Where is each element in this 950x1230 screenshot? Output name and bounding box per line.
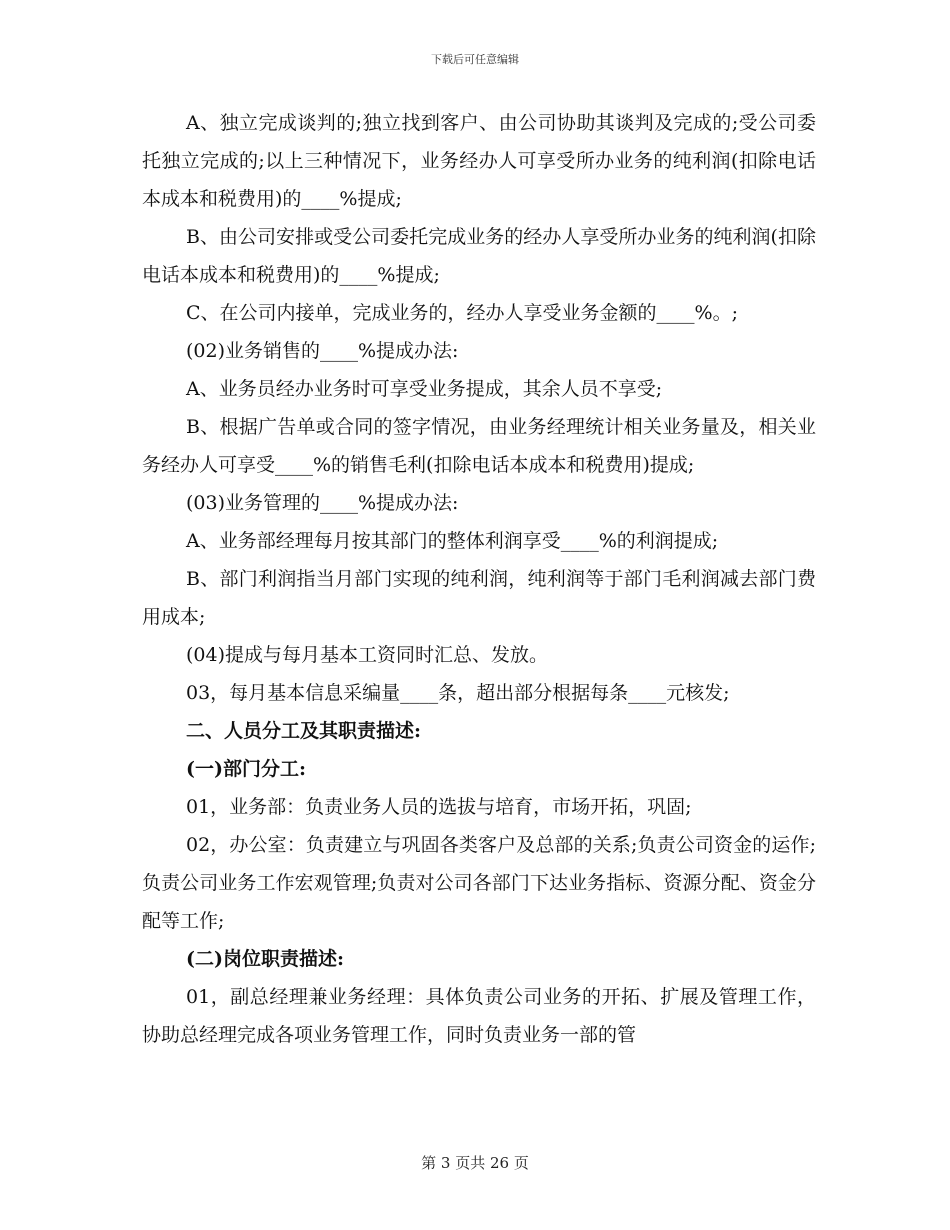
subsection-heading-department-division: (一)部门分工: [186,758,306,780]
subsection-heading-position-duties: (二)岗位职责描述: [186,948,344,970]
paragraph-info-volume: 03，每月基本信息采编量____条，超出部分根据每条____元核发; [186,682,730,704]
page-number: 第 3 页共 26 页 [421,1154,529,1172]
page-header: 下载后可任意编辑 [431,53,519,66]
document-body [142,104,816,1054]
paragraph-sales-a: A、业务员经办业务时可享受业务提成，其余人员不享受; [186,378,663,400]
paragraph-office: 02，办公室：负责建立与巩固各类客户及总部的关系;负责公司资金的运作;负责公司业务工作宏观管理;负责对公司各部门下达业务指标、资源分配、资金分配等工作; [142,834,816,932]
paragraph-management-a: A、业务部经理每月按其部门的整体利润享受____%的利润提成; [186,530,719,552]
paragraph-sales-b: B、根据广告单或合同的签字情况，由业务经理统计相关业务量及，相关业务经办人可享受____%的销售毛利(扣除电话本成本和税费用)提成; [142,416,816,476]
paragraph-business-dept: 01，业务部：负责业务人员的选拔与培育，市场开拓，巩固; [186,796,692,818]
paragraph-commission-b: B、由公司安排或受公司委托完成业务的经办人享受所办业务的纯利润(扣除电话本成本和税费用)的____%提成; [142,226,816,286]
paragraph-management-heading: (03)业务管理的____%提成办法: [186,492,459,514]
section-heading-staff-duties: 二、人员分工及其职责描述: [186,720,422,742]
paragraph-deputy-gm: 01，副总经理兼业务经理：具体负责公司业务的开拓、扩展及管理工作，协助总经理完成各项业务管理工作，同时负责业务一部的管 [142,986,816,1046]
paragraph-payout: (04)提成与每月基本工资同时汇总、发放。 [186,644,549,666]
paragraph-commission-a: A、独立完成谈判的;独立找到客户、由公司协助其谈判及完成的;受公司委托独立完成的;以上三种情况下，业务经办人可享受所办业务的纯利润(扣除电话本成本和税费用)的____%提成; [142,112,816,210]
paragraph-management-b: B、部门利润指当月部门实现的纯利润，纯利润等于部门毛利润减去部门费用成本; [142,568,816,628]
paragraph-commission-c: C、在公司内接单，完成业务的，经办人享受业务金额的____%。; [186,302,738,324]
paragraph-sales-heading: (02)业务销售的____%提成办法: [186,340,459,362]
